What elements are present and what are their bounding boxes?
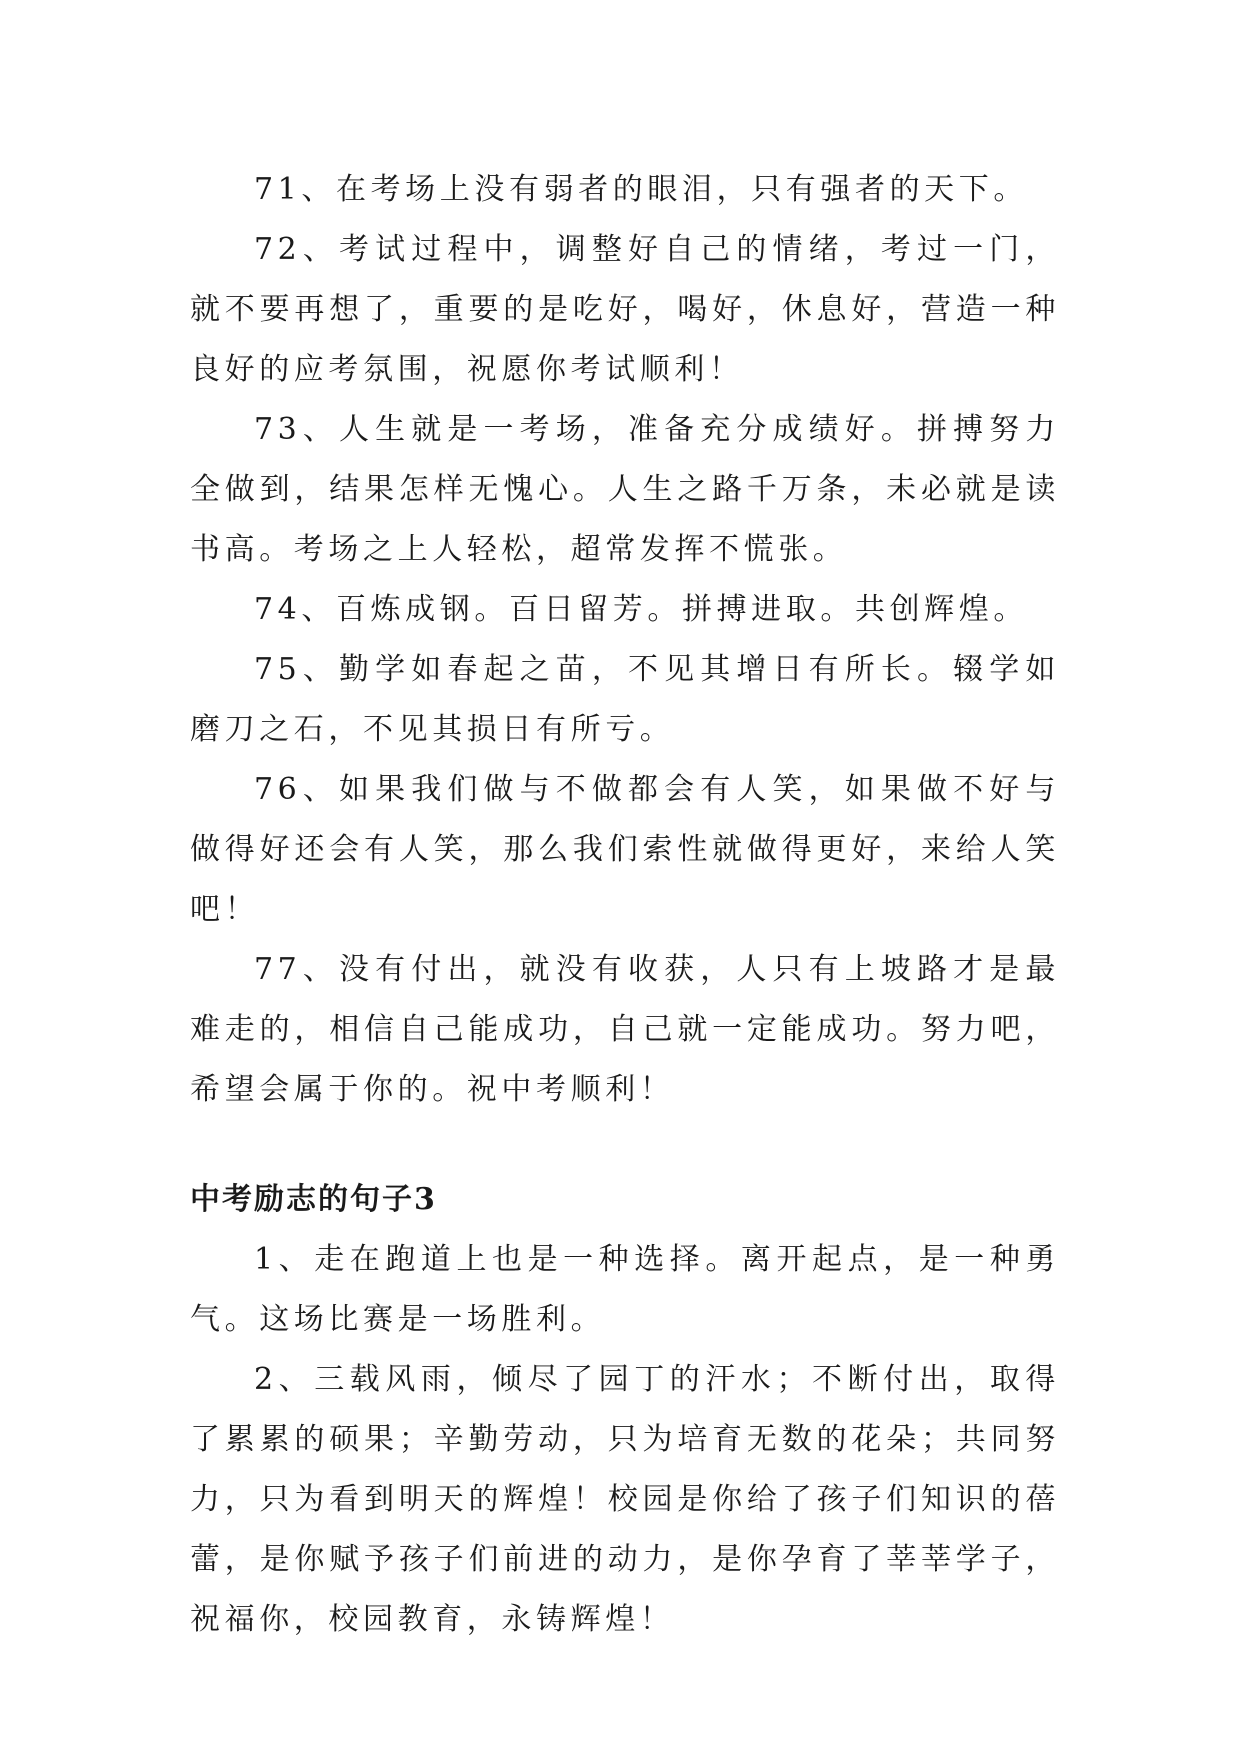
paragraph-71: 71、在考场上没有弱者的眼泪，只有强者的天下。	[254, 172, 1028, 207]
paragraph-75: 75、勤学如春起之苗，不见其增日有所长。辍学如磨刀之石，不见其损日有所亏。	[190, 652, 1060, 747]
paragraph-1: 1、走在跑道上也是一种选择。离开起点，是一种勇气。这场比赛是一场胜利。	[190, 1242, 1060, 1337]
paragraph-73: 73、人生就是一考场，准备充分成绩好。拼搏努力全做到，结果怎样无愧心。人生之路千万条，未必就是读书高。考场之上人轻松，超常发挥不慌张。	[190, 412, 1060, 567]
paragraph-74: 74、百炼成钢。百日留芳。拼搏进取。共创辉煌。	[254, 592, 1028, 627]
paragraph-77: 77、没有付出，就没有收获，人只有上坡路才是最难走的，相信自己能成功，自己就一定能成功。努力吧，希望会属于你的。祝中考顺利！	[190, 952, 1060, 1107]
paragraph-76: 76、如果我们做与不做都会有人笑，如果做不好与做得好还会有人笑，那么我们索性就做得更好，来给人笑吧！	[190, 772, 1060, 927]
document-body	[190, 160, 1060, 1650]
paragraph-2: 2、三载风雨，倾尽了园丁的汗水；不断付出，取得了累累的硕果；辛勤劳动，只为培育无数的花朵；共同努力，只为看到明天的辉煌！校园是你给了孩子们知识的蓓蕾，是你赋予孩子们前进的动力，是你孕育了莘莘学子，祝福你，校园教育，永铸辉煌！	[190, 1362, 1060, 1637]
paragraph-72: 72、考试过程中，调整好自己的情绪，考过一门，就不要再想了，重要的是吃好，喝好，休息好，营造一种良好的应考氛围，祝愿你考试顺利！	[190, 232, 1060, 387]
section-heading: 中考励志的句子3	[190, 1182, 437, 1217]
